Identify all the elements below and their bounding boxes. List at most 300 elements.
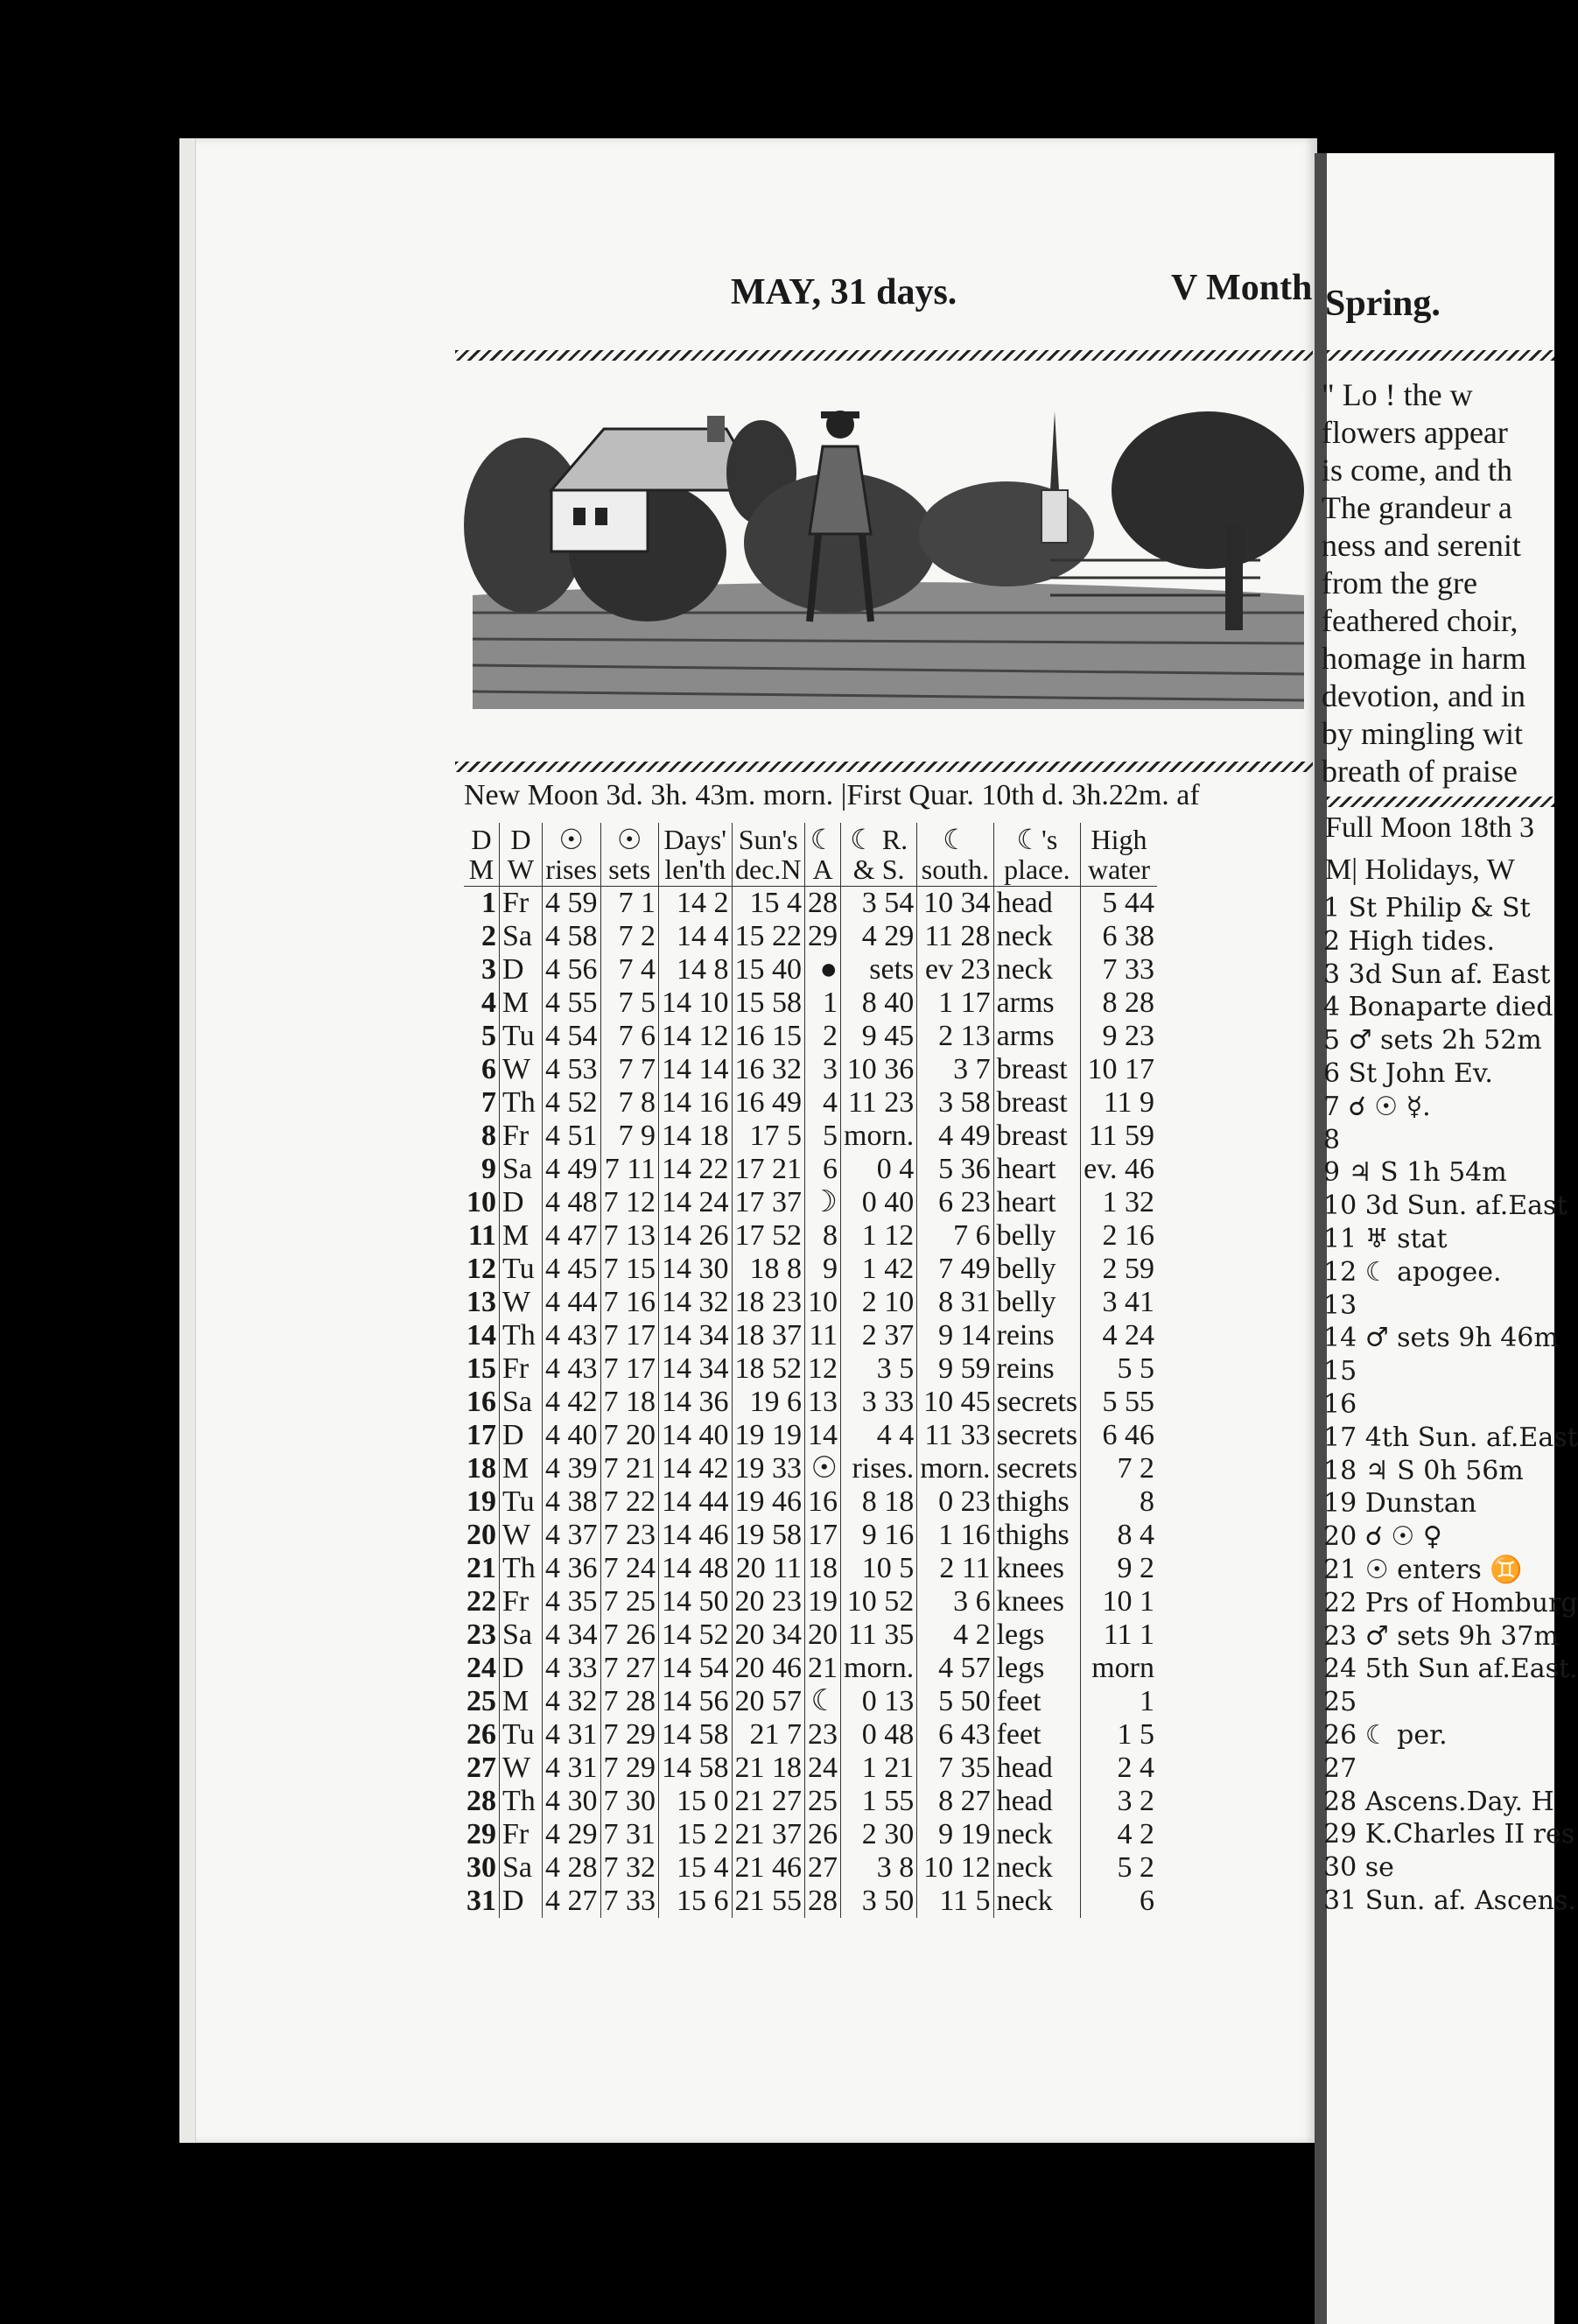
table-cell: 23 [466, 1618, 496, 1651]
table-cell: 30 [466, 1851, 496, 1884]
holiday-entry: 18 ♃ S 0h 56m [1323, 1455, 1524, 1486]
table-cell: 3 2 [1081, 1785, 1157, 1818]
table-cell: 0 13 [841, 1685, 917, 1718]
table-cell: 7 8 [600, 1086, 659, 1120]
table-cell: M [500, 1219, 543, 1253]
table-cell: 7 35 [917, 1752, 993, 1785]
table-cell: 4 51 [543, 1120, 601, 1153]
table-cell: 4 47 [543, 1219, 601, 1253]
table-cell: 7 31 [600, 1818, 659, 1851]
table-row [464, 1253, 1157, 1286]
table-cell: 16 [466, 1386, 496, 1418]
table-cell: 29 [805, 920, 841, 953]
table-cell: 4 30 [543, 1785, 601, 1818]
table-cell: 18 [805, 1552, 841, 1585]
table-cell: 6 [481, 1053, 496, 1085]
table-cell: 7 18 [600, 1386, 659, 1419]
table-cell: reins [993, 1319, 1081, 1352]
table-cell: 11 28 [917, 920, 993, 953]
table-cell: 8 4 [1081, 1519, 1157, 1552]
table-cell: ☽ [805, 1186, 841, 1219]
holiday-entry: 7 ☌ ☉ ☿. [1323, 1091, 1431, 1122]
holiday-entry: 28 Ascens.Day. H [1323, 1786, 1554, 1817]
table-row [464, 953, 1157, 986]
table-cell: reins [993, 1352, 1081, 1386]
table-cell: 11 [467, 1219, 496, 1252]
holiday-entry: 9 ♃ S 1h 54m [1323, 1157, 1507, 1189]
table-cell: 7 29 [600, 1752, 659, 1785]
verse-line: homage in harm [1322, 641, 1526, 676]
table-cell: 11 [805, 1319, 841, 1352]
table-cell: ev 23 [917, 953, 993, 986]
table-cell: 14 12 [659, 1020, 733, 1053]
table-cell: neck [993, 953, 1081, 986]
table-cell: 2 10 [841, 1286, 917, 1319]
table-cell: 8 40 [841, 986, 917, 1020]
table-row [464, 1618, 1157, 1652]
table-cell: 4 4 [841, 1419, 917, 1452]
table-cell: 21 55 [732, 1885, 805, 1918]
table-cell: 4 52 [543, 1086, 601, 1120]
table-cell: belly [993, 1219, 1081, 1253]
right-page [1322, 153, 1578, 2324]
table-cell: 14 [805, 1419, 841, 1452]
table-cell: 14 22 [659, 1153, 733, 1186]
table-cell: legs [993, 1652, 1081, 1685]
holiday-entry: 23 ♂ sets 9h 37m [1323, 1620, 1559, 1652]
table-cell: 4 2 [1081, 1818, 1157, 1851]
column-header: D W [500, 823, 543, 887]
table-cell: 14 36 [659, 1386, 733, 1419]
table-cell: 4 [805, 1086, 841, 1120]
table-cell: 11 1 [1081, 1618, 1157, 1652]
table-cell: legs [993, 1618, 1081, 1652]
holiday-entry: 6 St John Ev. [1323, 1058, 1493, 1089]
table-cell: 8 [481, 1120, 496, 1152]
table-cell: 7 6 [600, 1020, 659, 1053]
table-cell: neck [993, 1851, 1081, 1885]
decorative-rule [1327, 350, 1554, 361]
table-cell: 15 2 [659, 1818, 733, 1851]
page-title: MAY, 31 days. [731, 272, 957, 312]
table-cell: Th [500, 1086, 543, 1120]
column-header: ☾'s place. [993, 823, 1081, 887]
holiday-entry: 13 [1323, 1289, 1357, 1321]
table-cell: 2 30 [841, 1818, 917, 1851]
holiday-entry: 29 K.Charles II res [1323, 1819, 1575, 1850]
table-cell: 4 56 [543, 953, 601, 986]
table-cell: 9 [805, 1253, 841, 1286]
table-cell: 23 [805, 1718, 841, 1752]
table-cell: 4 39 [543, 1452, 601, 1485]
table-cell: 16 [805, 1485, 841, 1519]
table-cell: 19 [805, 1585, 841, 1618]
table-cell: 26 [466, 1718, 496, 1751]
table-cell: 0 4 [841, 1153, 917, 1186]
table-cell: 2 [481, 920, 496, 952]
table-cell: 5 50 [917, 1685, 993, 1718]
table-cell: 31 [466, 1885, 496, 1917]
table-cell: 17 [805, 1519, 841, 1552]
table-cell: 24 [805, 1752, 841, 1785]
table-cell: 14 30 [659, 1253, 733, 1286]
table-row [464, 1020, 1157, 1053]
table-cell: 9 2 [1081, 1552, 1157, 1585]
table-cell: 17 37 [732, 1186, 805, 1219]
table-cell: 15 0 [659, 1785, 733, 1818]
table-cell: 4 36 [543, 1552, 601, 1585]
table-cell: 7 33 [600, 1885, 659, 1918]
table-cell: 2 11 [917, 1552, 993, 1585]
table-cell: 19 [466, 1485, 496, 1518]
table-cell: 3 58 [917, 1086, 993, 1120]
table-cell: Th [500, 1552, 543, 1585]
table-cell: 10 12 [917, 1851, 993, 1885]
table-cell: head [993, 887, 1081, 921]
table-cell: 3 33 [841, 1386, 917, 1419]
table-cell: 0 23 [917, 1485, 993, 1519]
table-cell: 14 48 [659, 1552, 733, 1585]
holiday-entry: 5 ♂ sets 2h 52m [1323, 1025, 1542, 1057]
full-moon-note: Full Moon 18th 3 [1325, 811, 1534, 844]
holiday-entry: 2 High tides. [1323, 925, 1495, 957]
table-cell: 1 [805, 986, 841, 1020]
table-cell: 6 23 [917, 1186, 993, 1219]
table-cell: 14 14 [659, 1053, 733, 1086]
table-cell: neck [993, 1818, 1081, 1851]
holiday-entry: 8 [1323, 1124, 1341, 1155]
table-cell: 7 2 [1081, 1452, 1157, 1485]
table-cell: 7 1 [600, 887, 659, 921]
table-cell: 7 23 [600, 1519, 659, 1552]
table-row [464, 1086, 1157, 1120]
table-cell: 21 37 [732, 1818, 805, 1851]
verse-line: breath of praise [1322, 754, 1518, 789]
table-cell: 1 16 [917, 1519, 993, 1552]
table-cell: 6 43 [917, 1718, 993, 1752]
table-cell: 14 4 [659, 920, 733, 953]
table-cell: 1 [481, 887, 496, 919]
table-cell: 4 54 [543, 1020, 601, 1053]
season-heading: Spring. [1325, 284, 1441, 324]
table-cell: 4 48 [543, 1186, 601, 1219]
table-cell: 5 44 [1081, 887, 1157, 921]
table-cell: 21 [805, 1652, 841, 1685]
table-row [464, 1752, 1157, 1785]
table-cell: belly [993, 1286, 1081, 1319]
table-cell: 7 30 [600, 1785, 659, 1818]
table-row [464, 1818, 1157, 1851]
table-cell: 4 31 [543, 1752, 601, 1785]
table-cell: 15 4 [732, 887, 805, 921]
table-cell: Sa [500, 920, 543, 953]
holiday-entry: 22 Prs of Homburg [1323, 1587, 1578, 1618]
table-cell: 7 29 [600, 1718, 659, 1752]
table-cell: 3 6 [917, 1585, 993, 1618]
table-cell: 10 36 [841, 1053, 917, 1086]
table-cell: 7 27 [600, 1652, 659, 1685]
table-cell: 15 22 [732, 920, 805, 953]
table-cell: 9 45 [841, 1020, 917, 1053]
table-cell: 7 [481, 1086, 496, 1119]
table-cell: Tu [500, 1718, 543, 1752]
table-cell: 0 40 [841, 1186, 917, 1219]
table-row [464, 1419, 1157, 1452]
table-cell: 26 [805, 1818, 841, 1851]
table-cell: 7 24 [600, 1552, 659, 1585]
table-cell: 6 38 [1081, 920, 1157, 953]
table-cell: 10 52 [841, 1585, 917, 1618]
table-cell: 4 49 [917, 1120, 993, 1153]
table-cell: 4 37 [543, 1519, 601, 1552]
table-cell: M [500, 1452, 543, 1485]
table-cell: secrets [993, 1419, 1081, 1452]
table-cell: 8 [1081, 1485, 1157, 1519]
table-cell: 11 23 [841, 1086, 917, 1120]
table-cell: 24 [466, 1652, 496, 1684]
table-cell: 15 4 [659, 1851, 733, 1885]
table-cell: knees [993, 1585, 1081, 1618]
table-cell: 7 22 [600, 1485, 659, 1519]
holiday-entry: 15 [1323, 1356, 1357, 1387]
table-cell: 14 [466, 1319, 496, 1352]
table-cell: 19 46 [732, 1485, 805, 1519]
table-cell: 20 11 [732, 1552, 805, 1585]
holiday-entry: 3 3d Sun af. East [1323, 958, 1551, 990]
table-cell: 1 17 [917, 986, 993, 1020]
table-cell: sets [841, 953, 917, 986]
table-cell: 2 [805, 1020, 841, 1053]
table-row [464, 887, 1157, 921]
holiday-entry: 10 3d Sun. af.East [1323, 1190, 1567, 1222]
table-cell: 10 5 [841, 1552, 917, 1585]
table-cell: 17 52 [732, 1219, 805, 1253]
table-cell: 20 46 [732, 1652, 805, 1685]
table-cell: ev. 46 [1081, 1153, 1157, 1186]
holiday-entry: 31 Sun. af. Ascens. [1323, 1885, 1576, 1916]
table-cell: ● [805, 953, 841, 986]
table-cell: 7 5 [600, 986, 659, 1020]
table-cell: 9 23 [1081, 1020, 1157, 1053]
table-cell: neck [993, 920, 1081, 953]
table-cell: W [500, 1286, 543, 1319]
table-cell: Th [500, 1785, 543, 1818]
table-cell: 14 32 [659, 1286, 733, 1319]
table-cell: 5 2 [1081, 1851, 1157, 1885]
table-cell: 8 28 [1081, 986, 1157, 1020]
table-cell: 7 49 [917, 1253, 993, 1286]
table-cell: 21 7 [732, 1718, 805, 1752]
table-cell: 28 [466, 1785, 496, 1817]
holiday-entry: 25 [1323, 1687, 1357, 1718]
table-cell: 27 [805, 1851, 841, 1885]
table-cell: Fr [500, 887, 543, 921]
table-cell: 8 27 [917, 1785, 993, 1818]
table-cell: Tu [500, 1485, 543, 1519]
table-cell: 1 21 [841, 1752, 917, 1785]
table-cell: 8 [805, 1219, 841, 1253]
month-label: V Month [1171, 268, 1313, 308]
table-cell: 2 37 [841, 1319, 917, 1352]
verse-line: " Lo ! the w [1322, 377, 1473, 412]
table-cell: belly [993, 1253, 1081, 1286]
table-cell: 4 32 [543, 1685, 601, 1718]
table-cell: D [500, 1885, 543, 1918]
table-cell: 19 33 [732, 1452, 805, 1485]
table-cell: 12 [466, 1253, 496, 1285]
table-cell: 1 32 [1081, 1186, 1157, 1219]
table-cell: morn. [841, 1652, 917, 1685]
column-header: ☾ R. & S. [841, 823, 917, 887]
table-cell: 16 32 [732, 1053, 805, 1086]
table-row [464, 1851, 1157, 1885]
column-header: D M [464, 823, 500, 887]
table-cell: 28 [805, 1885, 841, 1918]
table-cell: 18 37 [732, 1319, 805, 1352]
table-cell: Sa [500, 1386, 543, 1419]
table-cell: 15 [466, 1352, 496, 1385]
table-cell: 19 58 [732, 1519, 805, 1552]
table-cell: M [500, 986, 543, 1020]
verse-line: feathered choir, [1322, 603, 1518, 638]
table-cell: 7 16 [600, 1286, 659, 1319]
table-row [464, 1519, 1157, 1552]
holiday-entry: 11 ♅ stat [1323, 1224, 1448, 1254]
table-cell: ☉ [805, 1452, 841, 1485]
table-cell: 21 [466, 1552, 496, 1584]
table-cell: 4 55 [543, 986, 601, 1020]
table-row [464, 1685, 1157, 1718]
table-cell: morn. [841, 1120, 917, 1153]
table-cell: 25 [805, 1785, 841, 1818]
table-cell: 27 [466, 1752, 496, 1784]
table-cell: 20 [466, 1519, 496, 1551]
table-cell: 3 5 [841, 1352, 917, 1386]
table-cell: 25 [466, 1685, 496, 1717]
table-cell: 4 29 [543, 1818, 601, 1851]
table-cell: 9 59 [917, 1352, 993, 1386]
almanac-table [464, 823, 1157, 1918]
table-cell: 4 45 [543, 1253, 601, 1286]
table-cell: D [500, 1419, 543, 1452]
table-cell: 28 [805, 887, 841, 921]
table-cell: Tu [500, 1020, 543, 1053]
holiday-entry: 12 ☾ apogee. [1323, 1256, 1502, 1288]
table-cell: head [993, 1752, 1081, 1785]
table-cell: 4 29 [841, 920, 917, 953]
table-cell: 19 6 [732, 1386, 805, 1419]
table-cell: 18 52 [732, 1352, 805, 1386]
table-cell: 14 56 [659, 1685, 733, 1718]
table-cell: 22 [466, 1585, 496, 1618]
table-cell: secrets [993, 1452, 1081, 1485]
table-cell: 16 15 [732, 1020, 805, 1053]
table-cell: Sa [500, 1153, 543, 1186]
moon-phases: New Moon 3d. 3h. 43m. morn. |First Quar. 10th d. 3h.22m. af [464, 779, 1200, 811]
table-cell: 10 [466, 1186, 496, 1218]
table-cell: 11 9 [1081, 1086, 1157, 1120]
table-cell: 7 7 [600, 1053, 659, 1086]
verse-line: by mingling wit [1322, 716, 1524, 751]
table-cell: Th [500, 1319, 543, 1352]
table-cell: 9 16 [841, 1519, 917, 1552]
holiday-entry: 20 ☌ ☉ ♀ [1323, 1521, 1442, 1553]
table-cell: 14 34 [659, 1319, 733, 1352]
woodcut-illustration [473, 394, 1304, 709]
table-cell: 12 [805, 1352, 841, 1386]
table-cell: 13 [805, 1386, 841, 1419]
table-cell: 10 17 [1081, 1053, 1157, 1086]
verse-line: The grandeur a [1322, 490, 1512, 525]
table-cell: 10 1 [1081, 1585, 1157, 1618]
table-cell: 4 27 [543, 1885, 601, 1918]
table-cell: neck [993, 1885, 1081, 1918]
table-cell: 14 16 [659, 1086, 733, 1120]
table-cell: 5 [481, 1020, 496, 1052]
table-cell: breast [993, 1120, 1081, 1153]
table-cell: 13 [466, 1286, 496, 1318]
table-cell: 20 34 [732, 1618, 805, 1652]
holiday-entry: 19 Dunstan [1323, 1488, 1477, 1520]
table-cell: 4 2 [917, 1618, 993, 1652]
table-cell: 7 33 [1081, 953, 1157, 986]
table-cell: 7 17 [600, 1352, 659, 1386]
table-cell: 1 5 [1081, 1718, 1157, 1752]
table-cell: 0 48 [841, 1718, 917, 1752]
table-cell: breast [993, 1053, 1081, 1086]
table-cell: 4 42 [543, 1386, 601, 1419]
table-cell: 10 45 [917, 1386, 993, 1419]
table-cell: heart [993, 1186, 1081, 1219]
table-cell: 14 58 [659, 1752, 733, 1785]
table-row [464, 1552, 1157, 1585]
table-cell: 5 36 [917, 1153, 993, 1186]
table-cell: 1 [1081, 1685, 1157, 1718]
table-cell: 3 54 [841, 887, 917, 921]
table-cell: 15 40 [732, 953, 805, 986]
table-cell: heart [993, 1153, 1081, 1186]
table-cell: ☾ [805, 1685, 841, 1718]
table-cell: 6 46 [1081, 1419, 1157, 1452]
decorative-rule [455, 762, 1313, 772]
table-cell: W [500, 1752, 543, 1785]
table-cell: M [500, 1685, 543, 1718]
holiday-entry: 16 [1323, 1389, 1357, 1420]
table-row [464, 1286, 1157, 1319]
decorative-rule [455, 350, 1313, 361]
verse-line: is come, and th [1322, 453, 1512, 488]
holiday-entry: 27 [1323, 1752, 1357, 1784]
table-cell: 4 53 [543, 1053, 601, 1086]
table-cell: 4 57 [917, 1652, 993, 1685]
table-cell: 20 [805, 1618, 841, 1652]
table-cell: 15 6 [659, 1885, 733, 1918]
table-cell: 14 18 [659, 1120, 733, 1153]
table-cell: knees [993, 1552, 1081, 1585]
table-cell: 20 23 [732, 1585, 805, 1618]
table-cell: Fr [500, 1352, 543, 1386]
table-cell: Fr [500, 1818, 543, 1851]
verse-line: devotion, and in [1322, 678, 1525, 713]
table-row [464, 1585, 1157, 1618]
table-cell: 14 2 [659, 887, 733, 921]
table-row [464, 1186, 1157, 1219]
table-cell: 7 13 [600, 1219, 659, 1253]
table-cell: 14 34 [659, 1352, 733, 1386]
table-cell: 18 23 [732, 1286, 805, 1319]
table-cell: 3 [805, 1053, 841, 1086]
holiday-entry: 21 ☉ enters ♊ [1323, 1555, 1523, 1585]
